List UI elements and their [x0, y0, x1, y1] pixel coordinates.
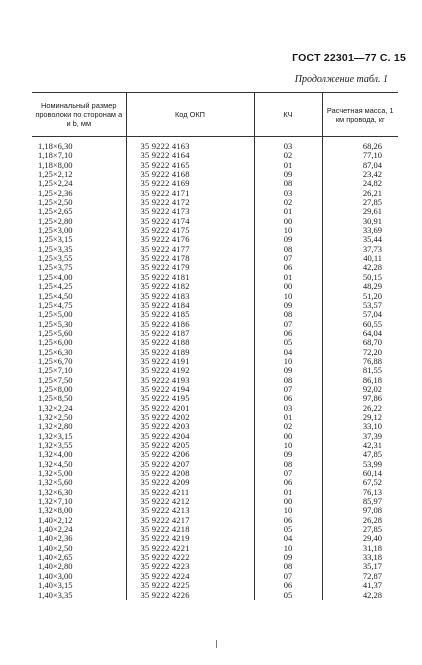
cell-mass: 42,31 — [322, 441, 398, 450]
cell-okp-code: 35 9222 4225 — [126, 581, 254, 590]
cell-size: 1,25×2,80 — [38, 216, 73, 226]
cell-kch: 01 — [254, 413, 322, 422]
cell-okp-code: 35 9222 4218 — [126, 525, 254, 534]
table-row — [32, 497, 398, 506]
cell-mass: 87,04 — [322, 161, 398, 170]
cell-mass: 72,87 — [322, 572, 398, 581]
cell-okp-code: 35 9222 4191 — [126, 357, 254, 366]
cell-mass: 68,70 — [322, 338, 398, 347]
cell-kch: 09 — [254, 366, 322, 375]
cell-kch: 10 — [254, 506, 322, 515]
wire-data-table — [32, 92, 398, 600]
cell-okp-code: 35 9222 4222 — [126, 553, 254, 562]
cell-size: 1,25×7,50 — [38, 375, 73, 385]
cell-kch: 05 — [254, 525, 322, 534]
cell-size: 1,32×6,30 — [38, 487, 73, 497]
cell-mass: 26,21 — [322, 189, 398, 198]
cell-mass: 53,57 — [322, 301, 398, 310]
cell-size: 1,32×3,15 — [38, 431, 73, 441]
table-row — [32, 198, 398, 207]
cell-size: 1,32×2,80 — [38, 422, 73, 432]
cell-size: 1,25×2,36 — [38, 188, 73, 198]
cell-kch: 01 — [254, 488, 322, 497]
table-row — [32, 562, 398, 571]
table-row — [32, 357, 398, 366]
cell-mass: 60,55 — [322, 320, 398, 329]
page-edge-mark — [216, 640, 217, 648]
table-row — [32, 254, 398, 263]
table-row — [32, 273, 398, 282]
cell-mass: 42,28 — [322, 591, 398, 600]
cell-size: 1,32×3,55 — [38, 441, 73, 450]
cell-mass: 60,14 — [322, 469, 398, 478]
cell-kch: 10 — [254, 292, 322, 301]
cell-okp-code: 35 9222 4206 — [126, 450, 254, 459]
cell-kch: 04 — [254, 534, 322, 543]
cell-kch: 01 — [254, 207, 322, 216]
table-row — [32, 137, 398, 152]
cell-size: 1,25×2,24 — [38, 179, 73, 189]
table-row — [32, 301, 398, 310]
cell-size: 1,25×6,30 — [38, 347, 73, 357]
cell-size: 1,25×3,15 — [38, 235, 73, 245]
cell-kch: 01 — [254, 273, 322, 282]
cell-okp-code: 35 9222 4164 — [126, 151, 254, 160]
table-row — [32, 235, 398, 244]
cell-mass: 33,69 — [322, 226, 398, 235]
table-row — [32, 217, 398, 226]
table-row — [32, 189, 398, 198]
cell-kch: 09 — [254, 235, 322, 244]
cell-mass: 37,73 — [322, 245, 398, 254]
cell-size: 1,25×3,75 — [38, 263, 73, 273]
table-row — [32, 432, 398, 441]
table-row — [32, 310, 398, 319]
cell-size: 1,25×3,35 — [38, 244, 73, 254]
cell-mass: 92,02 — [322, 385, 398, 394]
cell-kch: 06 — [254, 516, 322, 525]
cell-kch: 03 — [254, 189, 322, 198]
table-row — [32, 385, 398, 394]
cell-kch: 06 — [254, 478, 322, 487]
table-row — [32, 151, 398, 160]
cell-kch: 08 — [254, 562, 322, 571]
cell-mass: 29,61 — [322, 207, 398, 216]
cell-okp-code: 35 9222 4165 — [126, 161, 254, 170]
cell-kch: 02 — [254, 422, 322, 431]
cell-mass: 48,29 — [322, 282, 398, 291]
cell-size: 1,40×2,50 — [38, 543, 73, 553]
table-row — [32, 226, 398, 235]
cell-mass: 30,91 — [322, 217, 398, 226]
cell-size: 1,25×4,00 — [38, 272, 73, 282]
cell-size: 1,40×2,36 — [38, 534, 73, 544]
cell-okp-code: 35 9222 4201 — [126, 404, 254, 413]
cell-mass: 67,52 — [322, 478, 398, 487]
cell-kch: 00 — [254, 217, 322, 226]
cell-okp-code: 35 9222 4178 — [126, 254, 254, 263]
cell-okp-code: 35 9222 4182 — [126, 282, 254, 291]
cell-mass: 72,20 — [322, 348, 398, 357]
cell-okp-code: 35 9222 4192 — [126, 366, 254, 375]
cell-size: 1,25×7,10 — [38, 366, 73, 376]
cell-okp-code: 35 9222 4208 — [126, 469, 254, 478]
table-row — [32, 348, 398, 357]
cell-okp-code: 35 9222 4176 — [126, 235, 254, 244]
table-row — [32, 394, 398, 403]
cell-size: 1,25×4,25 — [38, 282, 73, 292]
cell-kch: 03 — [254, 137, 322, 152]
cell-okp-code: 35 9222 4184 — [126, 301, 254, 310]
cell-size: 1,25×5,30 — [38, 319, 73, 329]
cell-okp-code: 35 9222 4173 — [126, 207, 254, 216]
cell-mass: 27,85 — [322, 525, 398, 534]
cell-okp-code: 35 9222 4169 — [126, 179, 254, 188]
cell-size: 1,25×8,50 — [38, 394, 73, 404]
cell-size: 1,25×4,75 — [38, 300, 73, 310]
cell-kch: 05 — [254, 591, 322, 600]
cell-size: 1,32×2,50 — [38, 412, 73, 422]
cell-okp-code: 35 9222 4189 — [126, 348, 254, 357]
cell-okp-code: 35 9222 4212 — [126, 497, 254, 506]
cell-okp-code: 35 9222 4207 — [126, 460, 254, 469]
cell-okp-code: 35 9222 4163 — [126, 137, 254, 152]
cell-okp-code: 35 9222 4174 — [126, 217, 254, 226]
column-header-size: Номинальный размер проволоки по сторонам a и b, мм — [32, 93, 126, 137]
cell-size: 1,25×5,60 — [38, 328, 73, 338]
cell-mass: 85,97 — [322, 497, 398, 506]
cell-okp-code: 35 9222 4219 — [126, 534, 254, 543]
cell-kch: 07 — [254, 469, 322, 478]
cell-size: 1,25×3,55 — [38, 254, 73, 264]
cell-mass: 33,10 — [322, 422, 398, 431]
table-row — [32, 329, 398, 338]
table-row — [32, 581, 398, 590]
cell-size: 1,40×2,12 — [38, 515, 73, 525]
cell-size: 1,25×6,00 — [38, 338, 73, 348]
cell-okp-code: 35 9222 4211 — [126, 488, 254, 497]
cell-size: 1,25×3,00 — [38, 226, 73, 236]
table-row — [32, 170, 398, 179]
cell-mass: 68,26 — [322, 137, 398, 152]
cell-size: 1,40×2,65 — [38, 553, 73, 563]
cell-kch: 00 — [254, 497, 322, 506]
table-row — [32, 591, 398, 600]
cell-kch: 04 — [254, 348, 322, 357]
cell-mass: 41,37 — [322, 581, 398, 590]
cell-okp-code: 35 9222 4217 — [126, 516, 254, 525]
cell-size: 1,25×4,50 — [38, 291, 73, 301]
cell-kch: 05 — [254, 338, 322, 347]
cell-size: 1,25×2,12 — [38, 170, 73, 180]
cell-mass: 29,40 — [322, 534, 398, 543]
cell-kch: 02 — [254, 198, 322, 207]
cell-mass: 47,85 — [322, 450, 398, 459]
cell-okp-code: 35 9222 4224 — [126, 572, 254, 581]
cell-okp-code: 35 9222 4187 — [126, 329, 254, 338]
cell-size: 1,32×4,50 — [38, 459, 73, 469]
cell-size: 1,25×2,65 — [38, 207, 73, 217]
cell-size: 1,32×8,00 — [38, 506, 73, 516]
table-row — [32, 320, 398, 329]
cell-kch: 09 — [254, 170, 322, 179]
table-row — [32, 469, 398, 478]
table-body — [32, 137, 398, 600]
cell-kch: 03 — [254, 404, 322, 413]
cell-kch: 01 — [254, 161, 322, 170]
cell-mass: 50,15 — [322, 273, 398, 282]
cell-mass: 53,99 — [322, 460, 398, 469]
cell-size: 1,18×7,10 — [38, 151, 73, 161]
table-row — [32, 553, 398, 562]
cell-size: 1,40×2,24 — [38, 525, 73, 535]
table-row — [32, 338, 398, 347]
cell-okp-code: 35 9222 4193 — [126, 376, 254, 385]
cell-kch: 06 — [254, 581, 322, 590]
cell-kch: 08 — [254, 245, 322, 254]
cell-kch: 00 — [254, 282, 322, 291]
cell-mass: 86,18 — [322, 376, 398, 385]
cell-mass: 97,08 — [322, 506, 398, 515]
table-row — [32, 534, 398, 543]
cell-okp-code: 35 9222 4221 — [126, 544, 254, 553]
cell-kch: 08 — [254, 376, 322, 385]
cell-size: 1,25×6,70 — [38, 356, 73, 366]
cell-size: 1,32×7,10 — [38, 497, 73, 507]
table-row — [32, 263, 398, 272]
table-row — [32, 292, 398, 301]
table-header-row — [32, 93, 398, 137]
cell-okp-code: 35 9222 4213 — [126, 506, 254, 515]
cell-mass: 42,28 — [322, 263, 398, 272]
cell-size: 1,32×2,24 — [38, 403, 73, 413]
cell-mass: 57,04 — [322, 310, 398, 319]
cell-size: 1,18×6,30 — [38, 141, 73, 151]
cell-okp-code: 35 9222 4226 — [126, 591, 254, 600]
table-row — [32, 422, 398, 431]
cell-mass: 26,22 — [322, 404, 398, 413]
cell-size: 1,32×5,60 — [38, 478, 73, 488]
cell-okp-code: 35 9222 4205 — [126, 441, 254, 450]
cell-okp-code: 35 9222 4183 — [126, 292, 254, 301]
cell-okp-code: 35 9222 4175 — [126, 226, 254, 235]
cell-okp-code: 35 9222 4185 — [126, 310, 254, 319]
table-row — [32, 460, 398, 469]
cell-okp-code: 35 9222 4194 — [126, 385, 254, 394]
cell-size: 1,40×2,80 — [38, 562, 73, 572]
cell-mass: 27,85 — [322, 198, 398, 207]
cell-okp-code: 35 9222 4179 — [126, 263, 254, 272]
cell-kch: 10 — [254, 544, 322, 553]
cell-mass: 26,28 — [322, 516, 398, 525]
cell-okp-code: 35 9222 4171 — [126, 189, 254, 198]
table-row — [32, 450, 398, 459]
table-row — [32, 404, 398, 413]
cell-size: 1,25×2,50 — [38, 198, 73, 208]
cell-kch: 09 — [254, 301, 322, 310]
cell-mass: 35,17 — [322, 562, 398, 571]
cell-kch: 07 — [254, 320, 322, 329]
cell-size: 1,25×8,00 — [38, 384, 73, 394]
cell-okp-code: 35 9222 4181 — [126, 273, 254, 282]
table-row — [32, 245, 398, 254]
column-header-kch: КЧ — [254, 93, 322, 137]
cell-kch: 08 — [254, 179, 322, 188]
cell-okp-code: 35 9222 4223 — [126, 562, 254, 571]
cell-kch: 06 — [254, 263, 322, 272]
cell-mass: 29,12 — [322, 413, 398, 422]
cell-kch: 09 — [254, 450, 322, 459]
cell-kch: 06 — [254, 329, 322, 338]
cell-okp-code: 35 9222 4186 — [126, 320, 254, 329]
cell-mass: 51,20 — [322, 292, 398, 301]
table-row — [32, 161, 398, 170]
cell-mass: 33,18 — [322, 553, 398, 562]
table-row — [32, 478, 398, 487]
cell-kch: 08 — [254, 460, 322, 469]
cell-mass: 64,04 — [322, 329, 398, 338]
cell-mass: 97,86 — [322, 394, 398, 403]
cell-mass: 77,10 — [322, 151, 398, 160]
cell-mass: 81,55 — [322, 366, 398, 375]
table-row — [32, 366, 398, 375]
cell-okp-code: 35 9222 4202 — [126, 413, 254, 422]
cell-okp-code: 35 9222 4204 — [126, 432, 254, 441]
cell-kch: 07 — [254, 385, 322, 394]
cell-kch: 08 — [254, 310, 322, 319]
cell-mass: 23,42 — [322, 170, 398, 179]
table-row — [32, 441, 398, 450]
table-row — [32, 516, 398, 525]
cell-okp-code: 35 9222 4172 — [126, 198, 254, 207]
cell-kch: 02 — [254, 151, 322, 160]
table-row — [32, 525, 398, 534]
cell-mass: 31,18 — [322, 544, 398, 553]
cell-kch: 00 — [254, 432, 322, 441]
cell-mass: 24,82 — [322, 179, 398, 188]
cell-okp-code: 35 9222 4168 — [126, 170, 254, 179]
table-row — [32, 488, 398, 497]
cell-okp-code: 35 9222 4209 — [126, 478, 254, 487]
cell-size: 1,40×3,35 — [38, 590, 73, 600]
cell-kch: 10 — [254, 441, 322, 450]
cell-size: 1,32×4,00 — [38, 450, 73, 460]
table-row — [32, 544, 398, 553]
cell-mass: 76,13 — [322, 488, 398, 497]
table-row — [32, 207, 398, 216]
cell-kch: 07 — [254, 254, 322, 263]
cell-size: 1,32×5,00 — [38, 469, 73, 479]
table-row — [32, 572, 398, 581]
cell-size: 1,40×3,00 — [38, 571, 73, 581]
table-row — [32, 506, 398, 515]
cell-size: 1,40×3,15 — [38, 581, 73, 591]
cell-okp-code: 35 9222 4188 — [126, 338, 254, 347]
cell-okp-code: 35 9222 4203 — [126, 422, 254, 431]
table-row — [32, 376, 398, 385]
cell-kch: 10 — [254, 357, 322, 366]
cell-okp-code: 35 9222 4195 — [126, 394, 254, 403]
cell-kch: 09 — [254, 553, 322, 562]
cell-kch: 10 — [254, 226, 322, 235]
cell-mass: 35,44 — [322, 235, 398, 244]
column-header-okp: Код ОКП — [126, 93, 254, 137]
cell-mass: 76,88 — [322, 357, 398, 366]
cell-kch: 07 — [254, 572, 322, 581]
page-header: ГОСТ 22301—77 С. 15 — [292, 52, 406, 64]
table-row — [32, 179, 398, 188]
cell-kch: 06 — [254, 394, 322, 403]
table-row — [32, 282, 398, 291]
table-row — [32, 413, 398, 422]
cell-mass: 37,39 — [322, 432, 398, 441]
cell-mass: 40,11 — [322, 254, 398, 263]
column-header-mass: Расчетная масса, 1 км провода, кг — [322, 93, 398, 137]
table-continuation-label: Продолжение табл. 1 — [294, 74, 388, 85]
cell-size: 1,25×5,00 — [38, 310, 73, 320]
cell-size: 1,18×8,00 — [38, 160, 73, 170]
cell-okp-code: 35 9222 4177 — [126, 245, 254, 254]
